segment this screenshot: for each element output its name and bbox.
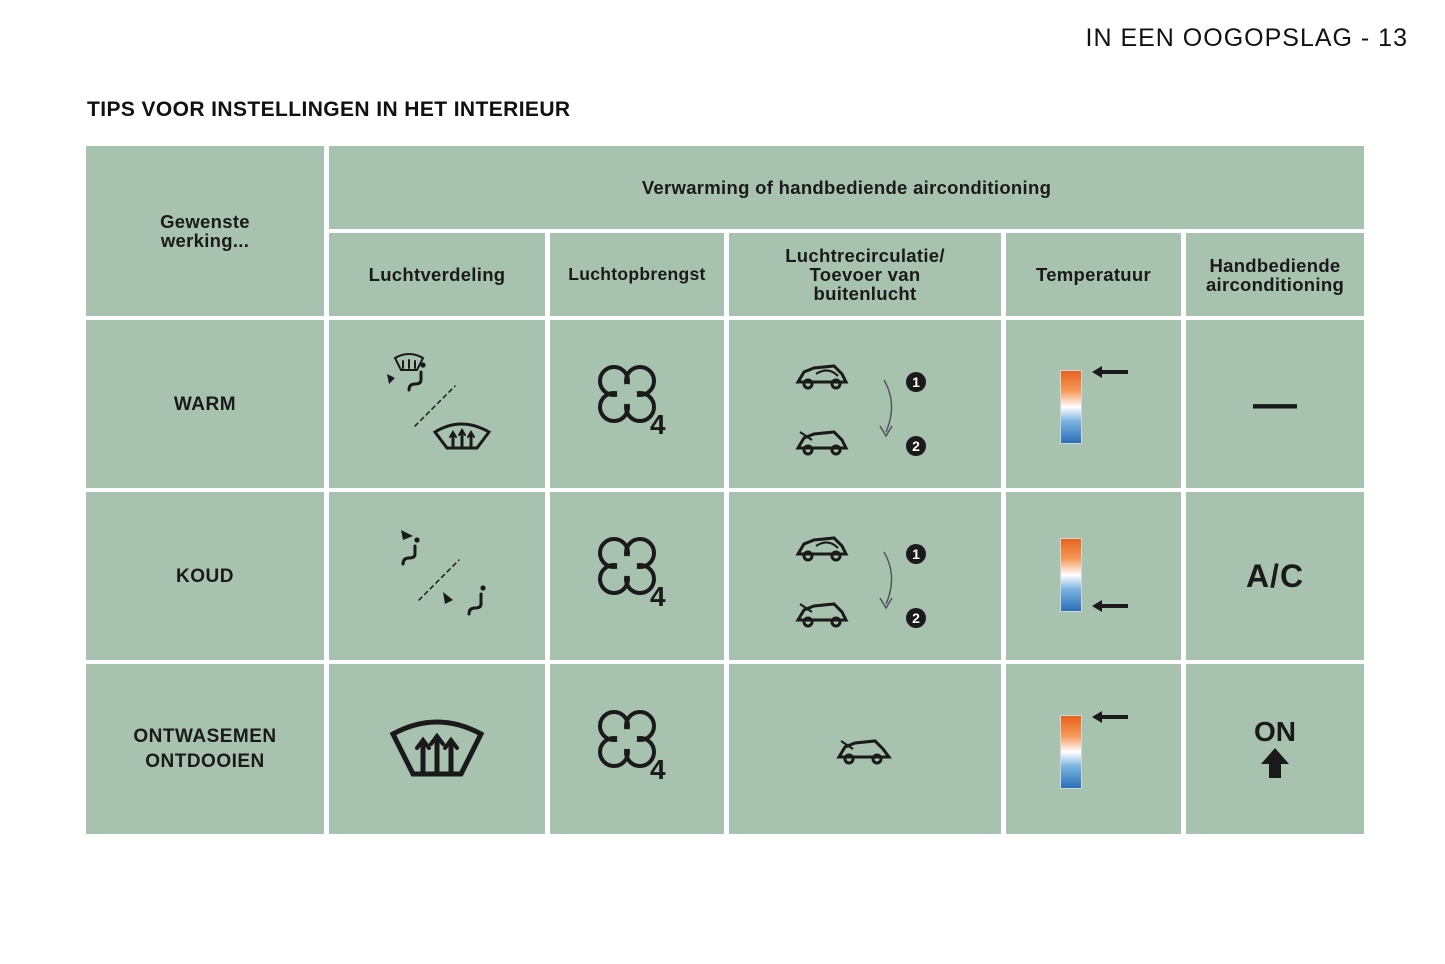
col-header-recirculation-line-1: Luchtrecirculatie/ [785,245,945,266]
temperature-indicator-high [1054,364,1134,444]
col-header-temperature-label: Temperatuur [1035,264,1151,285]
row-label-warm [86,320,324,488]
page-header: IN EEN OOGOPSLAG - 13 [1085,24,1408,52]
col-header-recirculation [729,233,1001,316]
col-header-air-distribution-label: Luchtverdeling [368,264,506,285]
col-header-air-flow [550,233,724,316]
demist-temperature [1006,664,1181,834]
step-1-number: 1 [912,374,920,390]
koud-air-flow [550,492,724,660]
koud-recirculation [729,492,1001,660]
group-header-label: Verwarming of handbediende airconditioning [641,177,1052,198]
recirculation-to-outside-air-icon [790,344,940,464]
row-label-demist-line-2: ONTDOOIEN [145,751,265,772]
arrow-left-high-icon [1090,709,1130,725]
warm-manual-ac [1186,320,1364,488]
windscreen-demist-icon [387,714,487,784]
ac-off-dash: — [1253,379,1297,428]
warm-recirculation [729,320,1001,488]
fan-speed-number: 4 [650,581,666,612]
row-label-demist-line-1: ONTWASEMEN [133,726,277,747]
outside-air-car-icon [833,729,897,769]
fan-speed-indicator [592,359,682,449]
col-header-recirculation-line-2: Toevoer van [809,264,921,285]
warm-temperature [1006,320,1181,488]
air-distribution-feet-windscreen-icon [377,344,497,464]
fan-speed-indicator [592,704,682,794]
section-title: TIPS VOOR INSTELLINGEN IN HET INTERIEUR [87,98,571,121]
koud-temperature [1006,492,1181,660]
demist-air-flow [550,664,724,834]
row-label-koud [86,492,324,660]
col-header-air-distribution [329,233,545,316]
ac-on-label: ON [1254,716,1296,747]
recirculation-to-outside-air-icon [790,516,940,636]
col-header-manual-ac [1186,233,1364,316]
step-2-number: 2 [912,610,920,626]
air-distribution-face-vents-icon [377,516,497,636]
col-header-manual-ac-line-2: airconditioning [1205,273,1345,295]
temperature-indicator-low [1054,536,1134,616]
corner-header [86,146,324,316]
arrow-left-high-icon [1090,364,1130,380]
col-header-temperature [1006,233,1181,316]
group-header [329,146,1364,229]
koud-air-distribution [329,492,545,660]
fan-speed-indicator [592,531,682,621]
warm-air-distribution [329,320,545,488]
corner-header-line-1: Gewenste [160,211,250,232]
row-label-koud-text: KOUD [176,565,234,587]
fan-speed-number: 4 [650,754,666,785]
temperature-bar [1060,370,1082,444]
corner-header-line-2: werking... [160,230,250,251]
temperature-bar [1060,715,1082,789]
step-2-number: 2 [912,438,920,454]
warm-air-flow [550,320,724,488]
demist-manual-ac [1186,664,1364,834]
ac-on-indicator [1254,718,1296,780]
demist-air-distribution [329,664,545,834]
temperature-bar [1060,538,1082,612]
col-header-recirculation-line-3: buitenlucht [813,283,917,304]
demist-recirculation [729,664,1001,834]
arrow-up-icon [1259,746,1291,780]
ac-label: A/C [1245,557,1305,594]
temperature-indicator-high [1054,709,1134,789]
arrow-left-low-icon [1090,598,1130,614]
col-header-manual-ac-line-1: Handbediende [1209,254,1341,276]
step-1-number: 1 [912,546,920,562]
row-label-warm-text: WARM [173,393,237,415]
settings-table [86,146,1359,834]
fan-speed-number: 4 [650,409,666,440]
col-header-air-flow-label: Luchtopbrengst [568,264,706,284]
koud-manual-ac [1186,492,1364,660]
row-label-demist [86,664,324,834]
